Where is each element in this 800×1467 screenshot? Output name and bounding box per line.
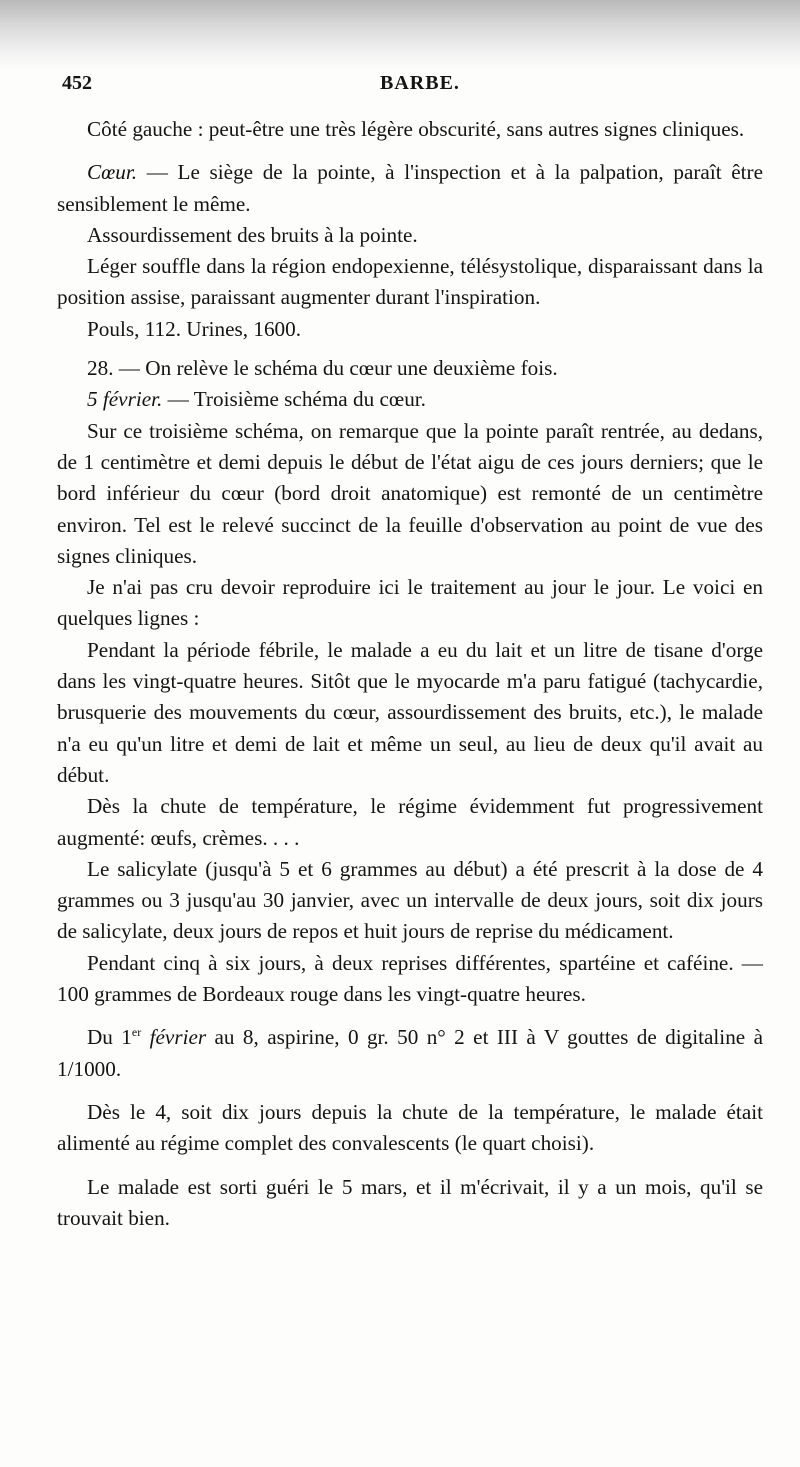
paragraph-chute-temperature: Dès la chute de température, le régime évidemment fut progressivement augmenté: œufs, crèmes. . . .	[57, 794, 763, 850]
page-header	[62, 72, 762, 102]
aspirine-text: au 8, aspirine, 0 gr. 50 n° 2 et III à V gouttes de digitaline à 1/1000.	[57, 1025, 763, 1081]
paragraph-souffle: Léger souffle dans la région endopexienne, télésystolique, disparaissant dans la position assise, paraissant augmenter durant l'inspiration.	[57, 254, 763, 310]
aspirine-superscript: er	[131, 1025, 142, 1040]
paragraph-sparteine: Pendant cinq à six jours, à deux reprises différentes, spartéine et caféine. — 100 grammes de Bordeaux rouge dans les vingt-quatre heures.	[57, 950, 763, 1007]
paragraph-periode-febrile: Pendant la période fébrile, le malade a eu du lait et un litre de tisane d'orge dans les vingt-quatre heures. Sitôt que le myocarde m'a paru fatigué (tachycardie, brusquerie des mouvements du cœur, assourdissement des bruits, etc.), le malade n'a eu qu'un litre et demi de lait et même un seul, au lieu de deux qu'il avait au début.	[57, 637, 763, 787]
running-head: BARBE.	[380, 72, 460, 94]
paragraph-coeur	[57, 157, 763, 220]
date-label: 5 février.	[87, 387, 163, 412]
paragraph-sorti-gueri: Le malade est sorti guéri le 5 mars, et il m'écrivait, il y a un mois, qu'il se trouvait bien.	[57, 1174, 763, 1230]
paragraph-salicylate: Le salicylate (jusqu'à 5 et 6 grammes au début) a été prescrit à la dose de 4 grammes ou 3 jusqu'au 30 janvier, avec un intervalle de deux jours, soit dix jours de salicylate, deux jours de repos et huit jours de reprise du médicament.	[57, 856, 763, 944]
coeur-label: Cœur.	[87, 160, 138, 185]
aspirine-start: Du 1	[87, 1025, 132, 1050]
body-text	[57, 114, 763, 1234]
page-number: 452	[62, 72, 92, 94]
paragraph-assourdissement: Assourdissement des bruits à la pointe.	[87, 222, 418, 247]
paragraph-5-fevrier	[57, 384, 763, 415]
scan-shadow	[0, 0, 800, 70]
paragraph-28: 28. — On relève le schéma du cœur une deuxième fois.	[87, 356, 558, 381]
paragraph-troisieme-schema: Sur ce troisième schéma, on remarque que la pointe paraît rentrée, au dedans, de 1 centimètre et demi depuis le début de l'état aigu de ces jours derniers; que le bord inférieur du cœur (bord droit anatomique) est remonté de un centimètre environ. Tel est le relevé succinct de la feuille d'observation au point de vue des signes cliniques.	[57, 418, 763, 568]
aspirine-month: février	[149, 1025, 207, 1050]
paragraph-pouls: Pouls, 112. Urines, 1600.	[87, 316, 302, 341]
paragraph-des-le-4: Dès le 4, soit dix jours depuis la chute de la température, le malade était alimenté au régime complet des convalescents (le quart choisi).	[57, 1099, 763, 1156]
date-text: — Troisième schéma du cœur.	[162, 387, 426, 412]
paragraph-cote-gauche: Côté gauche : peut-être une très légère obscurité, sans autres signes cliniques.	[87, 117, 745, 141]
paragraph-traitement: Je n'ai pas cru devoir reproduire ici le traitement au jour le jour. Le voici en quelques lignes :	[57, 575, 763, 631]
coeur-text: — Le siège de la pointe, à l'inspection et à la palpation, paraît être sensiblement le même.	[57, 160, 763, 216]
paragraph-aspirine	[57, 1022, 763, 1085]
